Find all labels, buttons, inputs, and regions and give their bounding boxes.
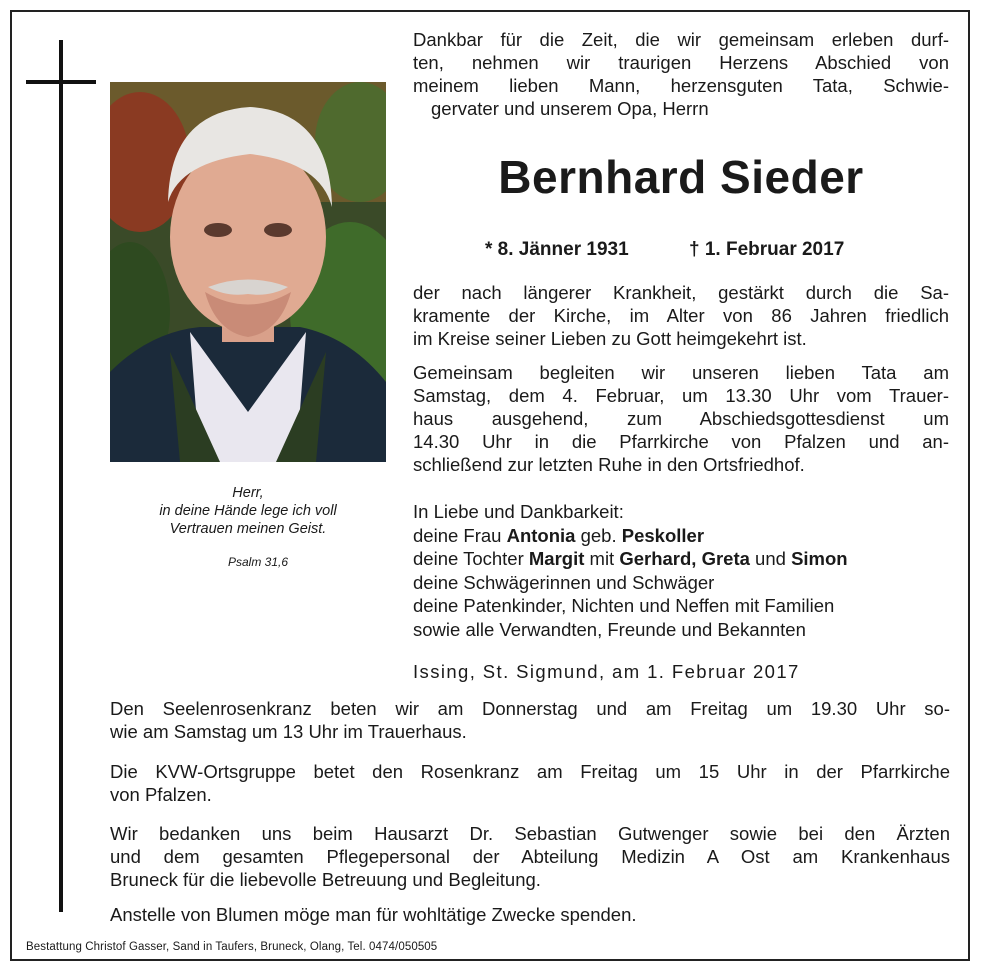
mourner-text: und: [749, 548, 792, 569]
funeral-line: schließend zur letzten Ruhe in den Ortsfriedhof.: [413, 454, 805, 475]
intro-paragraph: [413, 28, 949, 120]
funeral-line: Samstag, dem 4. Februar, um 13.30 Uhr vom Trauer-: [413, 385, 949, 406]
intro-line: gervater und unserem Opa, Herrn: [431, 98, 709, 119]
mourner-name: Margit: [528, 548, 585, 569]
thanks-line: Wir bedanken uns beim Hausarzt Dr. Sebastian Gutwenger sowie bei den Ärzten: [110, 823, 950, 844]
verse-line: in deine Hände lege ich voll: [159, 503, 337, 519]
verse-line: Herr,: [232, 485, 264, 501]
cross-horizontal-bar: [26, 80, 96, 84]
flowers-note: [110, 903, 950, 926]
mourner-name: Peskoller: [621, 524, 705, 546]
kvw-line: Die KVW-Ortsgruppe betet den Rosenkranz am Freitag um 15 Uhr in der Pfarrkirche: [110, 761, 950, 782]
passing-line: im Kreise seiner Lieben zu Gott heimgekehrt ist.: [413, 328, 807, 349]
mourner-line: sowie alle Verwandten, Freunde und Bekannten: [413, 618, 806, 640]
intro-line: Dankbar für die Zeit, die wir gemeinsam erleben durf-: [413, 29, 949, 50]
birth-date: * 8. Jänner 1931: [485, 239, 629, 260]
verse-source: Psalm 31,6: [227, 555, 289, 569]
funeral-paragraph: [413, 361, 949, 476]
mourner-text: deine Frau: [413, 524, 507, 546]
bible-verse: [110, 484, 386, 538]
mourner-text: deine Tochter: [413, 548, 529, 569]
rosary-paragraph: [110, 697, 950, 743]
rosary-line: wie am Samstag um 13 Uhr im Trauerhaus.: [110, 721, 467, 742]
passing-paragraph: [413, 281, 949, 350]
mourner-line: deine Patenkinder, Nichten und Neffen mit Familien: [413, 595, 835, 616]
mourners-heading: In Liebe und Dankbarkeit:: [413, 501, 624, 522]
mourner-daughter: [413, 547, 953, 571]
funeral-line: 14.30 Uhr in die Pfarrkirche von Pfalzen und an-: [413, 431, 949, 452]
thanks-paragraph: [110, 822, 950, 891]
passing-line: der nach längerer Krankheit, gestärkt durch die Sa-: [413, 282, 949, 303]
intro-line: meinem lieben Mann, herzensguten Tata, Schwie-: [413, 75, 949, 96]
funeral-home-footer: Bestattung Christof Gasser, Sand in Taufers, Bruneck, Olang, Tel. 0474/050505: [26, 941, 438, 953]
cross-vertical-bar: [59, 40, 63, 912]
mourner-wife: [413, 524, 953, 548]
place-and-date: Issing, St. Sigmund, am 1. Februar 2017: [413, 661, 800, 682]
mourner-name: Antonia: [506, 524, 576, 546]
flowers-line: Anstelle von Blumen möge man für wohltätige Zwecke spenden.: [110, 904, 637, 925]
mourner-name: Gerhard, Greta: [619, 548, 750, 569]
passing-line: kramente der Kirche, im Alter von 86 Jahren friedlich: [413, 305, 949, 326]
mourners-list: [413, 500, 953, 641]
funeral-line: haus ausgehend, zum Abschiedsgottesdienst um: [413, 408, 949, 429]
intro-line: ten, nehmen wir traurigen Herzens Abschied von: [413, 52, 949, 73]
portrait-photo: [110, 82, 386, 462]
mourner-text: geb.: [575, 524, 622, 546]
thanks-line: Bruneck für die liebevolle Betreuung und Begleitung.: [110, 869, 541, 890]
verse-line: Vertrauen meinen Geist.: [169, 521, 327, 537]
death-date: † 1. Februar 2017: [689, 239, 845, 260]
kvw-paragraph: [110, 760, 950, 806]
mourner-text: mit: [584, 548, 620, 569]
funeral-line: Gemeinsam begleiten wir unseren lieben Tata am: [413, 362, 949, 383]
thanks-line: und dem gesamten Pflegepersonal der Abteilung Medizin A Ost am Krankenhaus: [110, 846, 950, 867]
kvw-line: von Pfalzen.: [110, 784, 212, 805]
deceased-name: Bernhard Sieder: [498, 151, 864, 203]
rosary-line: Den Seelenrosenkranz beten wir am Donnerstag und am Freitag um 19.30 Uhr so-: [110, 698, 950, 719]
mourner-name: Simon: [791, 548, 848, 569]
mourner-line: deine Schwägerinnen und Schwäger: [413, 571, 715, 593]
